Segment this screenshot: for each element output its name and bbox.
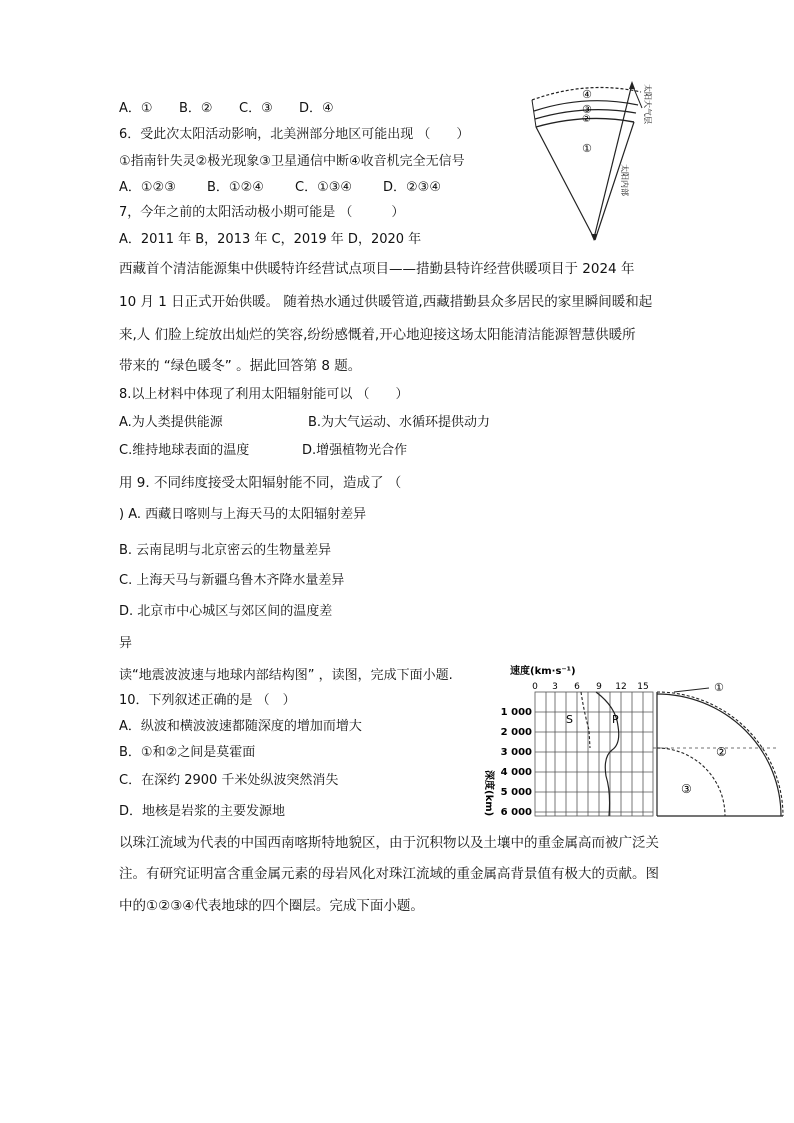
depth-tick-3000: 3 000 xyxy=(500,747,532,758)
q9-option-c: C. 上海天马与新疆乌鲁木齐降水量差异 xyxy=(119,573,345,588)
q6-option-b: B．①②④ xyxy=(207,180,264,195)
passage1-line2: 10 月 1 日正式开始供暖。 随着热水通过供暖管道,西藏措勤县众多居民的家里瞬间暖和起 xyxy=(119,294,653,310)
q8-stem: 8.以上材料中体现了利用太阳辐射能可以 （ ） xyxy=(119,387,409,402)
q6-option-c: C．①③④ xyxy=(295,180,353,195)
s-wave-curve xyxy=(581,692,590,748)
earth-layer-1-label: ① xyxy=(714,681,724,694)
p-wave-label: P xyxy=(612,713,619,726)
q5-options xyxy=(119,100,334,118)
seismic-wave-diagram xyxy=(478,662,788,827)
q8-option-a: A.为人类提供能源 xyxy=(119,415,223,430)
q6-stem: 6．受此次太阳活动影响，北美洲部分地区可能出现 （ ） xyxy=(119,127,470,142)
q5-option-b: B．② xyxy=(179,101,213,116)
q8-options-row2 xyxy=(119,442,407,460)
depth-axis-label: 深度(km) xyxy=(483,770,494,817)
speed-axis-label: 速度(km·s⁻¹) xyxy=(510,666,576,677)
q9-option-d: D. 北京市中心城区与郊区间的温度差 xyxy=(119,604,333,619)
q7-options: A．2011 年 B，2013 年 C，2019 年 D，2020 年 xyxy=(119,232,422,247)
speed-tick-12: 12 xyxy=(615,682,627,692)
sun-atmosphere-label: 太阳大气层 xyxy=(643,84,652,124)
speed-tick-0: 0 xyxy=(532,682,538,692)
passage3-line1: 以珠江流域为代表的中国西南喀斯特地貌区，由于沉积物以及土壤中的重金属高而被广泛关 xyxy=(119,835,659,851)
depth-tick-4000: 4 000 xyxy=(500,767,532,778)
q9-option-a: ) A. 西藏日喀则与上海天马的太阳辐射差异 xyxy=(119,507,367,522)
s-wave-label: S xyxy=(566,713,573,726)
sun-layer-2-label: ② xyxy=(582,114,591,125)
passage1-line4: 带来的 “绿色暖冬” 。据此回答第 8 题。 xyxy=(119,358,362,374)
q9-stem: 用 9. 不同纬度接受太阳辐射能不同，造成了 （ xyxy=(119,475,402,491)
q6-options xyxy=(119,179,441,197)
sun-structure-diagram xyxy=(520,78,670,250)
q5-option-c: C．③ xyxy=(239,101,273,116)
passage3-line3: 中的①②③④代表地球的四个圈层。完成下面小题。 xyxy=(119,898,424,914)
q10-option-b: B．①和②之间是莫霍面 xyxy=(119,745,256,760)
passage2-text: 读“地震波波速与地球内部结构图” ，读图，完成下面小题. xyxy=(119,668,453,683)
q10-stem: 10．下列叙述正确的是 （ ） xyxy=(119,693,296,708)
passage3-line2: 注。有研究证明富含重金属元素的母岩风化对珠江流域的重金属高背景值有极大的贡献。图 xyxy=(119,866,659,882)
q9-option-d-cont: 异 xyxy=(119,636,133,651)
q9-option-b: B. 云南昆明与北京密云的生物量差异 xyxy=(119,543,332,558)
depth-tick-5000: 5 000 xyxy=(500,787,532,798)
sun-layer-1-label: ① xyxy=(582,142,592,155)
q5-option-d: D．④ xyxy=(299,101,334,116)
earth-layer-2-label: ② xyxy=(716,745,727,759)
q6-option-d: D．②③④ xyxy=(383,180,441,195)
p-wave-curve xyxy=(596,692,619,816)
sun-layer-3-label: ③ xyxy=(582,103,592,116)
passage1-line3: 来,人 们脸上绽放出灿烂的笑容,纷纷感慨着,开心地迎接这场太阳能清洁能源智慧供暖所 xyxy=(119,327,636,343)
q7-stem: 7，今年之前的太阳活动极小期可能是 （ ） xyxy=(119,205,405,220)
q6-items: ①指南针失灵②极光现象③卫星通信中断④收音机完全无信号 xyxy=(119,154,465,169)
passage1-line1: 西藏首个清洁能源集中供暖特许经营试点项目——措勤县特许经营供暖项目于 2024 年 xyxy=(119,261,635,277)
q10-option-d: D．地核是岩浆的主要发源地 xyxy=(119,804,286,819)
q6-option-a: A．①②③ xyxy=(119,180,176,195)
q8-option-b: B.为大气运动、水循环提供动力 xyxy=(308,415,491,430)
q8-option-c: C.维持地球表面的温度 xyxy=(119,443,250,458)
depth-tick-1000: 1 000 xyxy=(500,707,532,718)
depth-tick-6000: 6 000 xyxy=(500,807,532,818)
q10-option-a: A．纵波和横波波速都随深度的增加而增大 xyxy=(119,719,362,734)
earth-layer-3-label: ③ xyxy=(681,782,692,796)
q10-option-c: C．在深约 2900 千米处纵波突然消失 xyxy=(119,773,339,788)
sun-layer-4-label: ④ xyxy=(582,88,592,101)
sun-interior-label: 太阳内部 xyxy=(620,164,629,196)
seismic-grid xyxy=(535,692,653,816)
q8-option-d: D.增强植物光合作 xyxy=(302,443,408,458)
speed-tick-3: 3 xyxy=(552,682,558,692)
speed-tick-9: 9 xyxy=(596,682,602,692)
q5-option-a: A．① xyxy=(119,101,153,116)
speed-tick-6: 6 xyxy=(574,682,580,692)
speed-tick-15: 15 xyxy=(637,682,649,692)
q8-options-row1 xyxy=(119,414,490,432)
depth-tick-2000: 2 000 xyxy=(500,727,532,738)
